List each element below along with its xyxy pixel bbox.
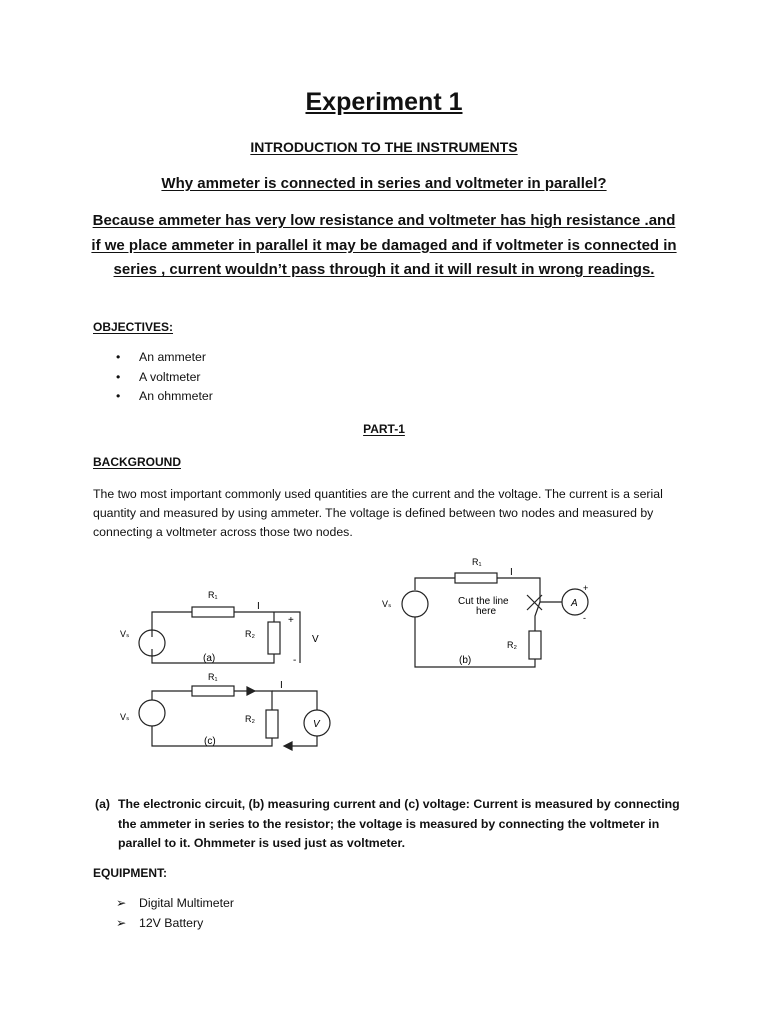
circuit-diagram-b — [370, 555, 595, 675]
current-label: I — [257, 601, 260, 612]
voltmeter-icon: V — [313, 719, 320, 730]
objectives-heading: OBJECTIVES: — [93, 320, 174, 334]
source-label: Vₛ — [120, 629, 130, 639]
list-item: • A voltmeter — [93, 368, 213, 388]
bullet-icon: • — [116, 389, 121, 403]
arrow-bullet-icon: ➢ — [116, 915, 127, 930]
current-label: I — [510, 567, 513, 578]
circuit-diagram-a — [110, 585, 335, 670]
figure-tag: (c) — [204, 736, 216, 747]
current-label: I — [280, 680, 283, 691]
figure-tag: (b) — [459, 655, 472, 666]
list-item: • An ammeter — [93, 348, 213, 368]
source-label: Vₛ — [382, 599, 392, 609]
plus-sign: + — [583, 583, 589, 593]
equipment-heading: EQUIPMENT: — [93, 866, 168, 880]
list-item: • An ohmmeter — [93, 387, 213, 407]
plus-sign: + — [288, 615, 294, 626]
r1-label: R₁ — [208, 672, 218, 682]
cut-note-2: here — [476, 606, 497, 617]
r2-label: R₂ — [245, 714, 255, 724]
bullet-icon: • — [116, 369, 121, 384]
page-title: Experiment 1 — [305, 88, 463, 116]
r1-label: R₁ — [208, 590, 218, 600]
cut-note: Cut the line — [458, 596, 509, 607]
part-heading: PART-1 — [363, 422, 405, 436]
minus-sign: - — [293, 655, 297, 666]
caption-label: (a) — [95, 797, 111, 811]
caption-text: The electronic circuit, (b) measuring current and (c) voltage: Current is measured by connecting the ammeter in series to the resistor; the voltage is measured by connecting the voltmeter in parallel to it. Ohmmeter is used just as voltmeter. — [118, 797, 680, 850]
minus-sign: - — [583, 613, 586, 623]
r2-label: R₂ — [507, 640, 517, 650]
source-label: Vₛ — [120, 712, 130, 722]
r1-label: R₁ — [472, 557, 482, 567]
figure-caption — [93, 795, 693, 854]
figure-tag: (a) — [203, 653, 216, 664]
answer-text: Because ammeter has very low resistance and voltmeter has high resistance .and if we place ammeter in parallel it may be damaged and if voltmeter is connected in series , current wouldn’t pass through it and it will result in wrong readings. — [91, 212, 677, 278]
background-heading: BACKGROUND — [93, 455, 181, 469]
arrow-bullet-icon: ➢ — [116, 896, 127, 910]
background-text: The two most important commonly used quantities are the current and the voltage. The current is a serial quantity and measured by using ammeter. The voltage is defined between two nodes and measured by connecting a voltmeter across those two nodes. — [93, 487, 663, 539]
subtitle: INTRODUCTION TO THE INSTRUMENTS — [250, 139, 518, 155]
ammeter-icon: A — [571, 598, 578, 609]
circuit-diagram-c — [110, 668, 340, 753]
equipment-list — [93, 894, 234, 933]
objectives-list — [93, 348, 213, 407]
r2-label: R₂ — [245, 629, 255, 639]
voltage-label: V — [312, 634, 319, 645]
list-item: ➢ Digital Multimeter — [93, 894, 234, 914]
question-text: Why ammeter is connected in series and voltmeter in parallel? — [161, 175, 607, 192]
list-item: ➢ 12V Battery — [93, 914, 234, 934]
bullet-icon: • — [116, 350, 121, 364]
